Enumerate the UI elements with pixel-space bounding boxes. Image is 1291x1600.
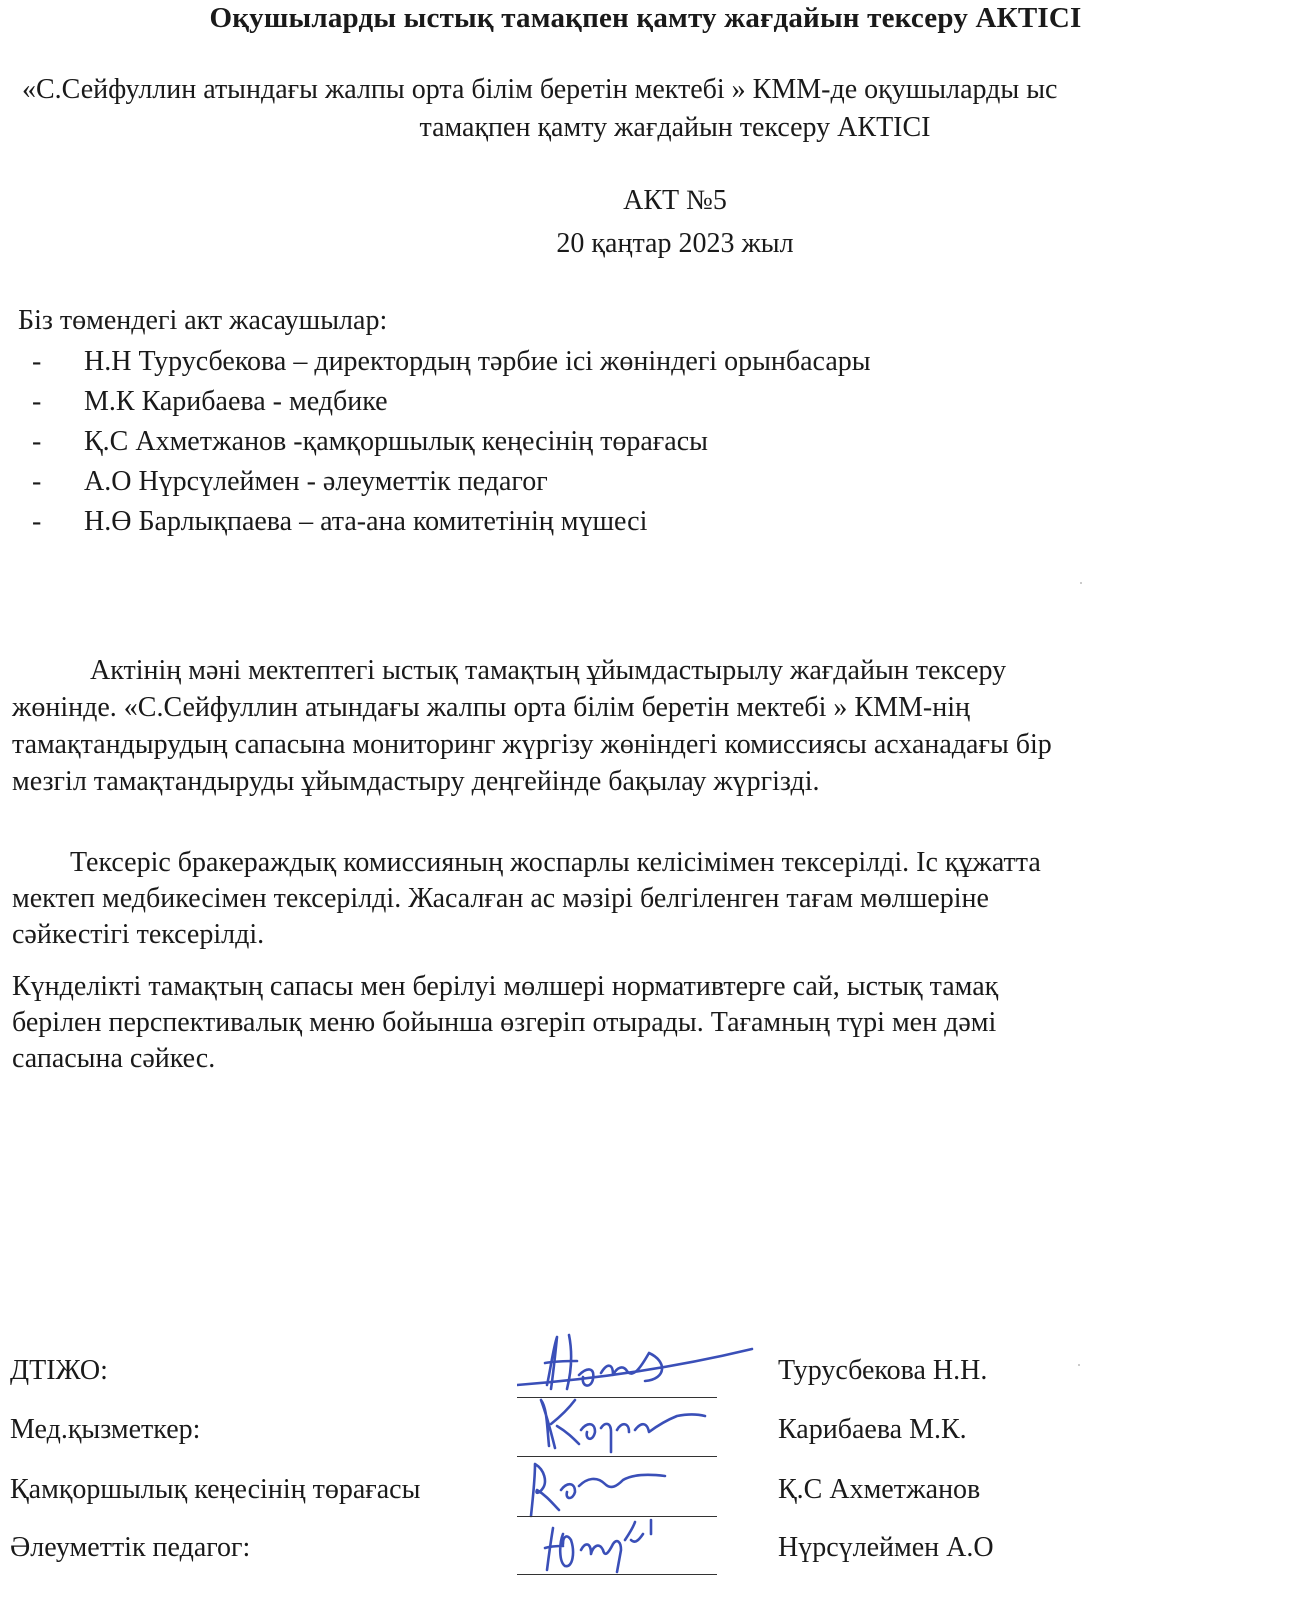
list-dash: -	[32, 506, 42, 537]
signer-role: Әлеуметтік педагог:	[10, 1532, 251, 1563]
signer-name: Турусбекова Н.Н.	[778, 1355, 988, 1386]
paragraph-line: мектеп медбикесімен тексерілді. Жасалған ас мәзірі белгіленген тағам мөлшеріне	[12, 883, 989, 914]
scan-speck	[1078, 1364, 1080, 1366]
paragraph-line: жөнінде. «С.Сейфуллин атындағы жалпы орта білім беретін мектебі » КММ-нің	[12, 692, 970, 723]
document-title: Оқушыларды ыстық тамақпен қамту жағдайын тексеру АКТІСІ	[209, 2, 1082, 34]
subtitle-line-1: «С.Сейфуллин атындағы жалпы орта білім беретін мектебі » КММ-де оқушыларды ыс	[22, 74, 1058, 105]
signer-role: Мед.қызметкер:	[10, 1414, 201, 1445]
signer-role: Қамқоршылық кеңесінің төрағасы	[10, 1474, 421, 1505]
paragraph-line: Актінің мәні мектептегі ыстық тамақтың ұйымдастырылу жағдайын тексеру	[90, 655, 1007, 686]
paragraph-purpose	[12, 652, 1052, 800]
paragraph-line: Тексеріс бракераждық комиссияның жоспарлы келісімімен тексерілді. Іс құжатта	[70, 847, 1041, 878]
paragraph-line: Күнделікті тамақтың сапасы мен берілуі мөлшері нормативтерге сай, ыстық тамақ	[12, 971, 999, 1002]
signer-name: Нүрсүлеймен А.О	[778, 1532, 994, 1563]
act-date: 20 қаңтар 2023 жыл	[556, 228, 794, 259]
signer-name: Қ.С Ахметжанов	[778, 1474, 981, 1505]
signer-role: ДТІЖО:	[10, 1355, 108, 1386]
paragraph-conclusion	[12, 969, 998, 1077]
member-text: М.К Карибаева - медбике	[84, 386, 388, 417]
list-dash: -	[32, 426, 42, 457]
member-text: Н.Н Турусбекова – директордың тәрбие ісі жөніндегі орынбасары	[84, 346, 871, 377]
paragraph-line: мезгіл тамақтандыруды ұйымдастыру деңгейінде бақылау жүргізді.	[12, 766, 820, 797]
paragraph-line: тамақтандырудың сапасына мониторинг жүргізу жөніндегі комиссиясы асханадағы бір	[12, 729, 1052, 760]
members-intro: Біз төмендегі акт жасаушылар:	[18, 305, 388, 336]
act-number: АКТ №5	[623, 185, 727, 216]
list-dash: -	[32, 466, 42, 497]
handwritten-signature	[517, 1504, 757, 1584]
member-text: Қ.С Ахметжанов -қамқоршылық кеңесінің төрағасы	[84, 426, 708, 457]
paragraph-inspection	[12, 845, 1041, 953]
member-text: Н.Ө Барлықпаева – ата-ана комитетінің мүшесі	[84, 506, 648, 537]
paragraph-line: сәйкестігі тексерілді.	[12, 919, 265, 950]
list-dash: -	[32, 386, 42, 417]
paragraph-line: берілен перспективалық меню бойынша өзгеріп отырады. Тағамның түрі мен дәмі	[12, 1007, 997, 1038]
signature-row	[0, 1522, 1291, 1582]
signature-line	[517, 1574, 717, 1575]
paragraph-line: сапасына сәйкес.	[12, 1043, 216, 1074]
signer-name: Карибаева М.К.	[778, 1414, 967, 1445]
scan-speck	[1080, 582, 1082, 584]
member-text: А.О Нүрсүлеймен - әлеуметтік педагог	[84, 466, 548, 497]
subtitle-line-2: тамақпен қамту жағдайын тексеру АКТІСІ	[419, 112, 931, 143]
list-dash: -	[32, 346, 42, 377]
